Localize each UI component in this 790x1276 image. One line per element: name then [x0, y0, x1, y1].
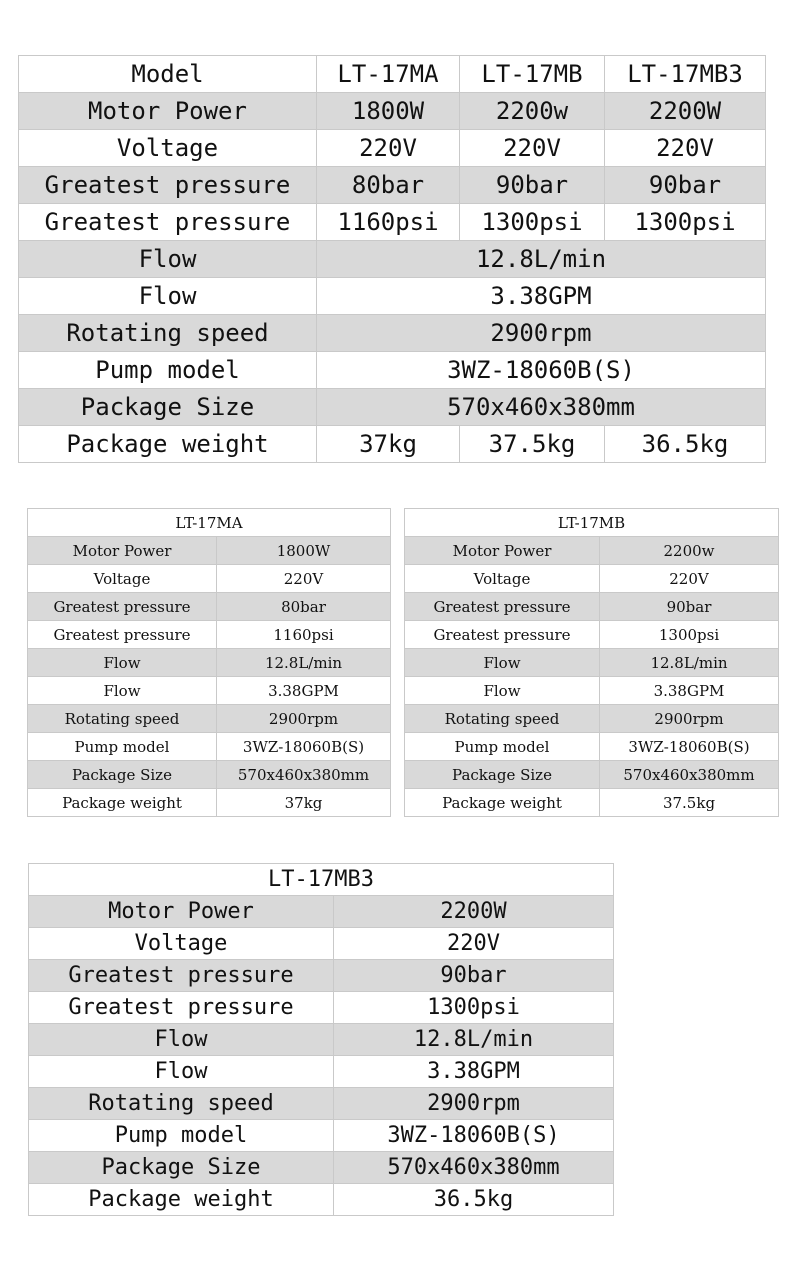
row-label: Voltage: [405, 565, 600, 593]
value-cell: 1300psi: [334, 992, 614, 1024]
table-row: [29, 1088, 614, 1120]
value-cell: 3WZ-18060B(S): [217, 733, 391, 761]
value-cell: 90bar: [605, 167, 766, 204]
value-cell: 1800W: [217, 537, 391, 565]
value-cell: 90bar: [460, 167, 605, 204]
row-label: Package weight: [19, 426, 317, 463]
value-cell: 37.5kg: [600, 789, 779, 817]
table-row: [405, 593, 779, 621]
table-row: [19, 167, 766, 204]
row-label: Flow: [29, 1056, 334, 1088]
table-title-row: [28, 509, 391, 537]
lt-17ma-spec-table: [27, 508, 391, 817]
row-label: Motor Power: [28, 537, 217, 565]
value-cell: 37.5kg: [460, 426, 605, 463]
header-cell-lt-17mb3: LT-17MB3: [605, 56, 766, 93]
table-row: [405, 565, 779, 593]
value-cell: 3WZ-18060B(S): [334, 1120, 614, 1152]
table-header-row: [19, 56, 766, 93]
table-row: [28, 593, 391, 621]
table-title-row: [29, 864, 614, 896]
row-label: Greatest pressure: [28, 593, 217, 621]
value-cell: 36.5kg: [334, 1184, 614, 1216]
row-label: Greatest pressure: [405, 593, 600, 621]
table-row: [19, 389, 766, 426]
row-label: Package weight: [405, 789, 600, 817]
value-cell: 37kg: [217, 789, 391, 817]
row-label: Greatest pressure: [19, 167, 317, 204]
value-cell: 1300psi: [605, 204, 766, 241]
row-label: Greatest pressure: [29, 992, 334, 1024]
table-row: [29, 1184, 614, 1216]
value-cell: 220V: [317, 130, 460, 167]
table-row: [29, 1024, 614, 1056]
table-row: [29, 1056, 614, 1088]
value-cell: 2900rpm: [217, 705, 391, 733]
table-row: [29, 896, 614, 928]
row-label: Package Size: [19, 389, 317, 426]
value-cell: 1800W: [317, 93, 460, 130]
table-row: [29, 1120, 614, 1152]
value-cell: 220V: [605, 130, 766, 167]
table-row: [19, 204, 766, 241]
table-title: LT-17MB: [405, 509, 779, 537]
value-cell: 90bar: [600, 593, 779, 621]
value-cell: 3.38GPM: [217, 677, 391, 705]
table-row: [405, 537, 779, 565]
value-cell: 12.8L/min: [600, 649, 779, 677]
row-label: Flow: [19, 241, 317, 278]
value-cell: 36.5kg: [605, 426, 766, 463]
value-cell: 3WZ-18060B(S): [600, 733, 779, 761]
table-row: [28, 677, 391, 705]
table-row: [29, 1152, 614, 1184]
value-cell: 570x460x380mm: [334, 1152, 614, 1184]
table-title: LT-17MA: [28, 509, 391, 537]
table-row: [19, 241, 766, 278]
value-cell: 37kg: [317, 426, 460, 463]
value-cell: 3.38GPM: [334, 1056, 614, 1088]
merged-value-cell: 2900rpm: [317, 315, 766, 352]
value-cell: 220V: [460, 130, 605, 167]
row-label: Package weight: [29, 1184, 334, 1216]
row-label: Voltage: [28, 565, 217, 593]
value-cell: 220V: [217, 565, 391, 593]
table-row: [28, 705, 391, 733]
merged-value-cell: 12.8L/min: [317, 241, 766, 278]
value-cell: 2200w: [600, 537, 779, 565]
row-label: Flow: [19, 278, 317, 315]
row-label: Motor Power: [19, 93, 317, 130]
table-row: [405, 649, 779, 677]
row-label: Voltage: [29, 928, 334, 960]
table-row: [28, 733, 391, 761]
value-cell: 2200W: [334, 896, 614, 928]
table-row: [29, 928, 614, 960]
merged-value-cell: 3.38GPM: [317, 278, 766, 315]
row-label: Motor Power: [29, 896, 334, 928]
row-label: Flow: [405, 677, 600, 705]
value-cell: 220V: [334, 928, 614, 960]
table-row: [405, 677, 779, 705]
row-label: Package Size: [28, 761, 217, 789]
value-cell: 12.8L/min: [334, 1024, 614, 1056]
table-row: [29, 992, 614, 1024]
row-label: Flow: [28, 649, 217, 677]
value-cell: 1300psi: [460, 204, 605, 241]
table-title: LT-17MB3: [29, 864, 614, 896]
value-cell: 2900rpm: [334, 1088, 614, 1120]
merged-value-cell: 3WZ-18060B(S): [317, 352, 766, 389]
table-row: [28, 789, 391, 817]
table-row: [405, 705, 779, 733]
table-row: [28, 565, 391, 593]
table-row: [19, 315, 766, 352]
value-cell: 570x460x380mm: [600, 761, 779, 789]
row-label: Greatest pressure: [405, 621, 600, 649]
row-label: Package Size: [29, 1152, 334, 1184]
table-row: [29, 960, 614, 992]
row-label: Pump model: [19, 352, 317, 389]
row-label: Greatest pressure: [29, 960, 334, 992]
value-cell: 1160psi: [317, 204, 460, 241]
table-row: [28, 537, 391, 565]
header-cell-model: Model: [19, 56, 317, 93]
value-cell: 2200w: [460, 93, 605, 130]
row-label: Pump model: [28, 733, 217, 761]
row-label: Motor Power: [405, 537, 600, 565]
table-row: [28, 649, 391, 677]
value-cell: 12.8L/min: [217, 649, 391, 677]
comparison-spec-table: [18, 55, 766, 463]
row-label: Package Size: [405, 761, 600, 789]
table-row: [28, 761, 391, 789]
header-cell-lt-17mb: LT-17MB: [460, 56, 605, 93]
merged-value-cell: 570x460x380mm: [317, 389, 766, 426]
table-row: [28, 621, 391, 649]
table-row: [19, 93, 766, 130]
lt-17mb-spec-table: [404, 508, 779, 817]
table-row: [405, 789, 779, 817]
row-label: Rotating speed: [28, 705, 217, 733]
row-label: Pump model: [405, 733, 600, 761]
row-label: Flow: [405, 649, 600, 677]
table-row: [19, 352, 766, 389]
value-cell: 1160psi: [217, 621, 391, 649]
value-cell: 570x460x380mm: [217, 761, 391, 789]
row-label: Voltage: [19, 130, 317, 167]
row-label: Rotating speed: [19, 315, 317, 352]
row-label: Rotating speed: [405, 705, 600, 733]
row-label: Flow: [29, 1024, 334, 1056]
row-label: Package weight: [28, 789, 217, 817]
value-cell: 220V: [600, 565, 779, 593]
value-cell: 90bar: [334, 960, 614, 992]
row-label: Greatest pressure: [28, 621, 217, 649]
value-cell: 1300psi: [600, 621, 779, 649]
row-label: Flow: [28, 677, 217, 705]
table-row: [405, 733, 779, 761]
value-cell: 2900rpm: [600, 705, 779, 733]
table-row: [19, 278, 766, 315]
table-row: [405, 621, 779, 649]
table-row: [405, 761, 779, 789]
header-cell-lt-17ma: LT-17MA: [317, 56, 460, 93]
table-row: [19, 426, 766, 463]
lt-17mb3-spec-table: [28, 863, 614, 1216]
value-cell: 80bar: [317, 167, 460, 204]
value-cell: 2200W: [605, 93, 766, 130]
table-title-row: [405, 509, 779, 537]
row-label: Greatest pressure: [19, 204, 317, 241]
table-row: [19, 130, 766, 167]
row-label: Rotating speed: [29, 1088, 334, 1120]
row-label: Pump model: [29, 1120, 334, 1152]
value-cell: 3.38GPM: [600, 677, 779, 705]
value-cell: 80bar: [217, 593, 391, 621]
